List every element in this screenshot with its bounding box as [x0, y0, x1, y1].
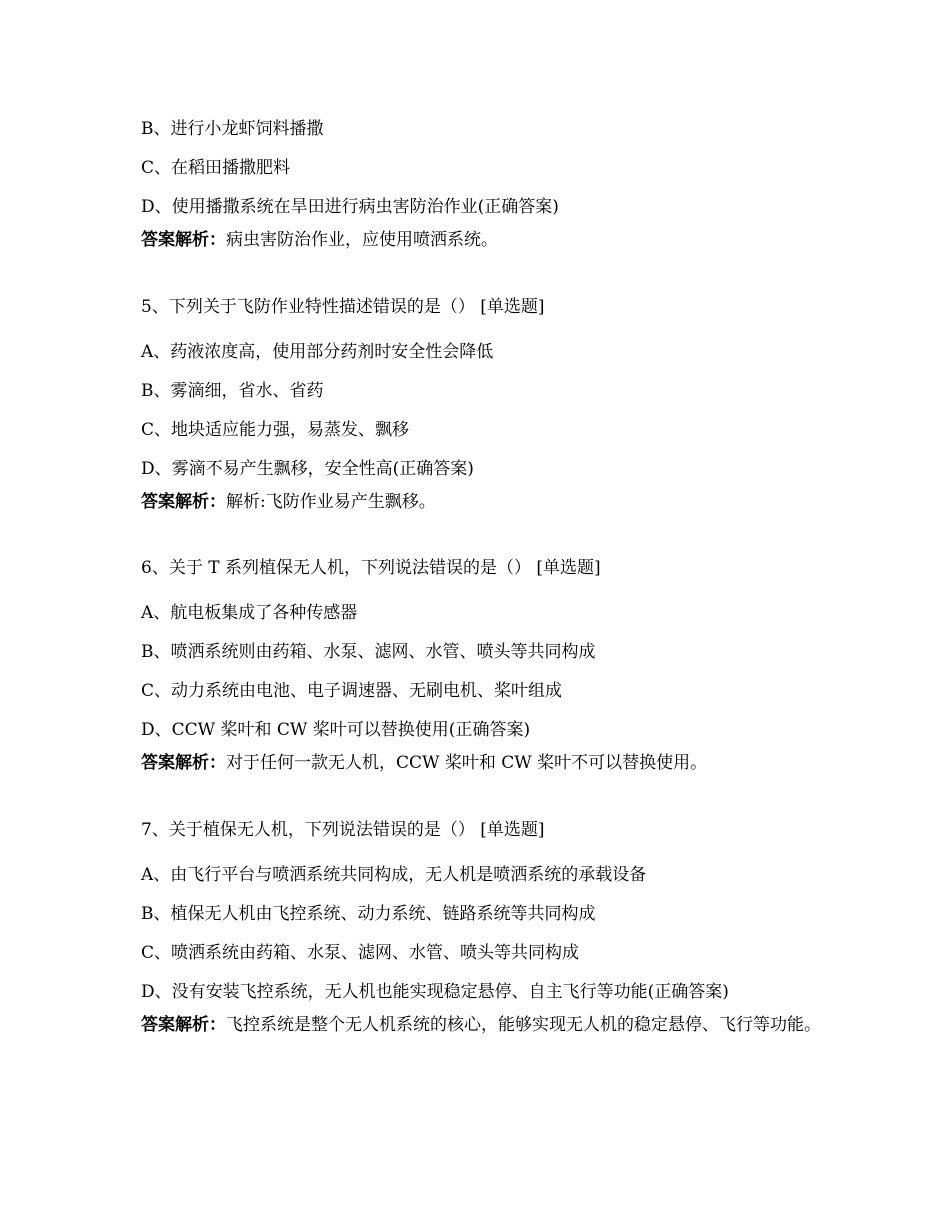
q6-question: 6、关于 T 系列植保无人机，下列说法错误的是（） [单选题]: [141, 558, 601, 578]
q6-option-a: A、航电板集成了各种传感器: [141, 603, 358, 623]
q4-option-d: D、使用播撒系统在旱田进行病虫害防治作业(正确答案): [141, 197, 559, 217]
q6-analysis-text: 对于任何一款无人机，CCW 桨叶和 CW 桨叶不可以替换使用。: [226, 753, 708, 773]
q4-analysis: [141, 227, 821, 253]
q7-option-c: C、喷洒系统由药箱、水泵、滤网、水管、喷头等共同构成: [141, 943, 580, 963]
q4-option-b: B、进行小龙虾饲料播撒: [141, 119, 324, 139]
q5-analysis-text: 解析:飞防作业易产生飘移。: [226, 492, 436, 512]
analysis-label: 答案解析：: [141, 753, 226, 773]
q6-option-b: B、喷洒系统则由药箱、水泵、滤网、水管、喷头等共同构成: [141, 642, 596, 662]
analysis-label: 答案解析：: [141, 230, 226, 250]
q7-option-a: A、由飞行平台与喷洒系统共同构成，无人机是喷洒系统的承载设备: [141, 865, 647, 885]
q5-option-d: D、雾滴不易产生飘移，安全性高(正确答案): [141, 459, 474, 479]
q6-analysis: [141, 750, 821, 776]
q5-option-c: C、地块适应能力强，易蒸发、飘移: [141, 420, 410, 440]
q5-option-b: B、雾滴细，省水、省药: [141, 381, 324, 401]
q5-question: 5、下列关于飞防作业特性描述错误的是（） [单选题]: [141, 297, 545, 317]
q7-analysis: [141, 1012, 821, 1038]
q5-option-a: A、药液浓度高，使用部分药剂时安全性会降低: [141, 342, 494, 362]
q4-option-c: C、在稻田播撒肥料: [141, 158, 291, 178]
q6-option-d: D、CCW 桨叶和 CW 桨叶可以替换使用(正确答案): [141, 720, 531, 740]
q5-analysis: [141, 489, 821, 515]
q6-option-c: C、动力系统由电池、电子调速器、无刷电机、桨叶组成: [141, 681, 563, 701]
analysis-label: 答案解析：: [141, 492, 226, 512]
q7-analysis-text: 飞控系统是整个无人机系统的核心，能够实现无人机的稳定悬停、飞行等功能。: [226, 1015, 821, 1035]
q7-option-d: D、没有安装飞控系统，无人机也能实现稳定悬停、自主飞行等功能(正确答案): [141, 982, 729, 1002]
q4-analysis-text: 病虫害防治作业，应使用喷洒系统。: [226, 230, 498, 250]
q7-option-b: B、植保无人机由飞控系统、动力系统、链路系统等共同构成: [141, 904, 596, 924]
analysis-label: 答案解析：: [141, 1015, 226, 1035]
q7-question: 7、关于植保无人机，下列说法错误的是（） [单选题]: [141, 820, 545, 840]
